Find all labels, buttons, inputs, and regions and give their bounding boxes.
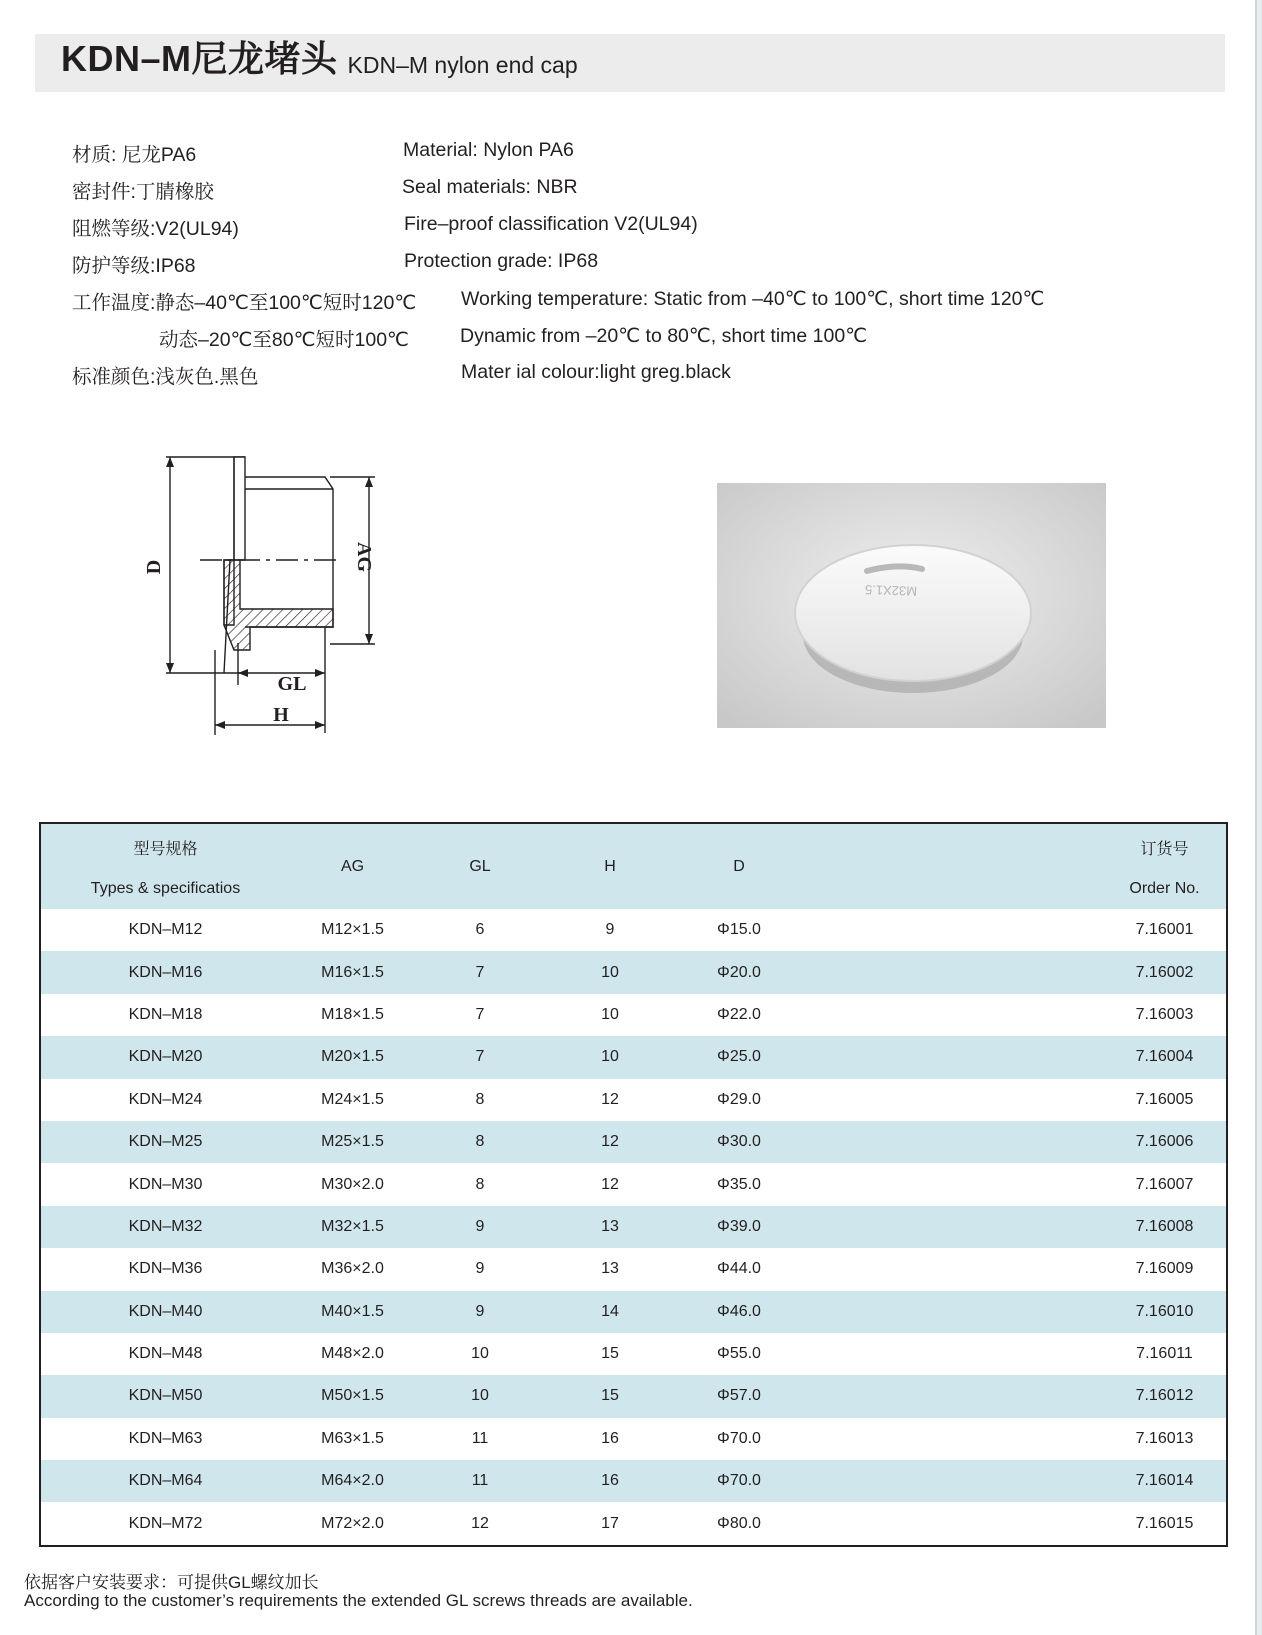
spec-material-en: Material: Nylon PA6 bbox=[403, 139, 574, 161]
title-chinese: KDN–M尼龙堵头 bbox=[61, 38, 338, 79]
cell-d: Φ39.0 bbox=[675, 1206, 803, 1248]
cell-h: 10 bbox=[545, 951, 675, 993]
cell-d: Φ46.0 bbox=[675, 1291, 803, 1333]
cell-order-no: 7.16002 bbox=[1103, 951, 1227, 993]
table-row bbox=[40, 1079, 1227, 1121]
cell-gl: 8 bbox=[475, 1175, 485, 1193]
cell-order-no: 7.16009 bbox=[1135, 1260, 1194, 1278]
cell-d: Φ55.0 bbox=[717, 1345, 761, 1363]
cell-spacer bbox=[803, 1206, 1103, 1248]
header-order-en: Order No. bbox=[1129, 879, 1200, 897]
cell-h: 16 bbox=[545, 1460, 675, 1502]
header-gl: GL bbox=[415, 823, 545, 909]
cell-type: KDN–M72 bbox=[128, 1514, 203, 1532]
cell-order-no: 7.16012 bbox=[1103, 1375, 1227, 1417]
cell-d: Φ70.0 bbox=[675, 1460, 803, 1502]
cell-order-no: 7.16003 bbox=[1135, 1005, 1194, 1023]
spec-material-cn: 材质: 尼龙PA6 bbox=[72, 144, 197, 166]
cell-gl: 10 bbox=[471, 1345, 489, 1363]
cell-h: 14 bbox=[545, 1291, 675, 1333]
section-hatching bbox=[224, 560, 333, 650]
cell-h: 12 bbox=[601, 1175, 619, 1193]
spec-protection-en: Protection grade: IP68 bbox=[404, 250, 599, 272]
specifications-table bbox=[39, 822, 1228, 1547]
header-order bbox=[1103, 823, 1227, 909]
cell-type: KDN–M64 bbox=[40, 1460, 290, 1502]
table-row bbox=[40, 1036, 1227, 1078]
cell-gl: 8 bbox=[475, 1090, 485, 1108]
cell-spacer bbox=[803, 909, 1103, 951]
table-row bbox=[40, 1502, 1227, 1545]
cell-gl: 7 bbox=[415, 1036, 545, 1078]
cell-spacer bbox=[803, 1460, 1103, 1502]
cell-gl: 12 bbox=[471, 1514, 489, 1532]
cell-d: Φ29.0 bbox=[717, 1090, 761, 1108]
cell-type: KDN–M30 bbox=[128, 1175, 203, 1193]
cell-d: Φ15.0 bbox=[717, 921, 761, 939]
table-row bbox=[40, 994, 1227, 1036]
cell-order-no: 7.16007 bbox=[1135, 1175, 1194, 1193]
table-row bbox=[40, 1460, 1227, 1502]
cell-order-no: 7.16008 bbox=[1103, 1206, 1227, 1248]
cell-gl: 7 bbox=[475, 1005, 485, 1023]
cell-order-no: 7.16015 bbox=[1135, 1514, 1194, 1532]
cell-gl: 8 bbox=[415, 1121, 545, 1163]
cell-type: KDN–M48 bbox=[128, 1345, 203, 1363]
cell-type: KDN–M24 bbox=[128, 1090, 203, 1108]
cell-h: 12 bbox=[545, 1121, 675, 1163]
cell-order-no: 7.16006 bbox=[1103, 1121, 1227, 1163]
spec-protection-cn: 防护等级:IP68 bbox=[72, 255, 196, 277]
cell-spacer bbox=[803, 1248, 1103, 1290]
header-h: H bbox=[545, 823, 675, 909]
cell-ag: M30×2.0 bbox=[321, 1175, 384, 1193]
page-edge-rule bbox=[1255, 0, 1262, 1635]
cell-d: Φ30.0 bbox=[675, 1121, 803, 1163]
cell-ag: M72×2.0 bbox=[321, 1514, 384, 1532]
cell-gl: 9 bbox=[475, 1260, 485, 1278]
cell-spacer bbox=[803, 1163, 1103, 1205]
technical-drawing bbox=[140, 445, 410, 755]
cell-h: 12 bbox=[601, 1090, 619, 1108]
title-bar bbox=[35, 34, 1225, 92]
footnote-en: According to the customer’s requirements the extended GL screws threads are available. bbox=[24, 1591, 693, 1610]
cell-spacer bbox=[803, 1291, 1103, 1333]
cell-d: Φ35.0 bbox=[717, 1175, 761, 1193]
cell-type: KDN–M20 bbox=[40, 1036, 290, 1078]
header-d: D bbox=[675, 823, 803, 909]
header-type-cn: 型号规格 bbox=[133, 840, 198, 858]
cell-spacer bbox=[803, 951, 1103, 993]
cell-h: 9 bbox=[605, 921, 615, 939]
cell-h: 13 bbox=[601, 1260, 619, 1278]
cell-gl: 7 bbox=[415, 951, 545, 993]
cell-h: 10 bbox=[601, 1005, 619, 1023]
table-row bbox=[40, 1121, 1227, 1163]
cell-order-no: 7.16005 bbox=[1135, 1090, 1194, 1108]
cell-order-no: 7.16001 bbox=[1135, 921, 1194, 939]
spec-temp-dynamic-cn: 动态–20℃至80℃短时100℃ bbox=[159, 329, 409, 351]
header-type-en: Types & specificatios bbox=[90, 879, 241, 897]
cell-h: 17 bbox=[601, 1514, 619, 1532]
table-row bbox=[40, 909, 1227, 951]
cell-gl: 10 bbox=[415, 1375, 545, 1417]
cell-order-no: 7.16010 bbox=[1103, 1291, 1227, 1333]
cell-ag: M50×1.5 bbox=[290, 1375, 415, 1417]
cell-spacer bbox=[803, 1079, 1103, 1121]
cell-type: KDN–M25 bbox=[40, 1121, 290, 1163]
table-header-row bbox=[40, 823, 1227, 909]
cell-type: KDN–M32 bbox=[40, 1206, 290, 1248]
cell-d: Φ44.0 bbox=[717, 1260, 761, 1278]
cell-spacer bbox=[803, 1375, 1103, 1417]
cell-h: 16 bbox=[601, 1429, 619, 1447]
cell-type: KDN–M40 bbox=[40, 1291, 290, 1333]
cell-ag: M20×1.5 bbox=[290, 1036, 415, 1078]
photo-marking: M32X1.5 bbox=[864, 582, 918, 599]
cell-ag: M48×2.0 bbox=[321, 1345, 384, 1363]
spec-temp-dynamic-en: Dynamic from –20℃ to 80℃, short time 100℃ bbox=[460, 325, 868, 347]
cell-h: 10 bbox=[545, 1036, 675, 1078]
cell-ag: M40×1.5 bbox=[290, 1291, 415, 1333]
label-d: D bbox=[143, 559, 165, 575]
cell-spacer bbox=[803, 1036, 1103, 1078]
cell-ag: M18×1.5 bbox=[321, 1005, 384, 1023]
table-row bbox=[40, 1333, 1227, 1375]
cell-ag: M16×1.5 bbox=[290, 951, 415, 993]
label-gl: GL bbox=[277, 673, 307, 695]
cell-order-no: 7.16013 bbox=[1135, 1429, 1194, 1447]
header-order-cn: 订货号 bbox=[1140, 840, 1189, 858]
spec-colour-en: Mater ial colour:light greg.black bbox=[461, 361, 731, 383]
table-row bbox=[40, 951, 1227, 993]
cell-ag: M64×2.0 bbox=[290, 1460, 415, 1502]
cell-ag: M12×1.5 bbox=[321, 921, 384, 939]
table-row bbox=[40, 1206, 1227, 1248]
header-spacer bbox=[803, 823, 1103, 909]
cell-h: 15 bbox=[601, 1345, 619, 1363]
cell-ag: M32×1.5 bbox=[290, 1206, 415, 1248]
cell-type: KDN–M16 bbox=[40, 951, 290, 993]
cell-spacer bbox=[803, 1418, 1103, 1460]
table-row bbox=[40, 1375, 1227, 1417]
cell-order-no: 7.16014 bbox=[1103, 1460, 1227, 1502]
header-type bbox=[40, 823, 290, 909]
spec-temp-static-en: Working temperature: Static from –40℃ to 100℃, short time 120℃ bbox=[461, 288, 1045, 310]
cell-spacer bbox=[803, 994, 1103, 1036]
footnote-cn: 依据客户安装要求：可提供GL螺纹加长 bbox=[24, 1573, 319, 1592]
table-row bbox=[40, 1291, 1227, 1333]
cell-spacer bbox=[803, 1121, 1103, 1163]
table-row bbox=[40, 1418, 1227, 1460]
title-english: KDN–M nylon end cap bbox=[347, 52, 578, 78]
table-row bbox=[40, 1163, 1227, 1205]
cell-gl: 11 bbox=[471, 1429, 489, 1447]
cell-ag: M25×1.5 bbox=[290, 1121, 415, 1163]
cell-order-no: 7.16011 bbox=[1136, 1345, 1193, 1363]
cell-d: Φ22.0 bbox=[717, 1005, 761, 1023]
cell-gl: 9 bbox=[415, 1291, 545, 1333]
spec-colour-cn: 标准颜色:浅灰色.黑色 bbox=[72, 366, 259, 388]
cell-type: KDN–M36 bbox=[128, 1260, 203, 1278]
cell-type: KDN–M18 bbox=[128, 1005, 203, 1023]
table-row bbox=[40, 1248, 1227, 1290]
spec-seal-en: Seal materials: NBR bbox=[402, 176, 578, 198]
cell-h: 13 bbox=[545, 1206, 675, 1248]
cell-gl: 6 bbox=[475, 921, 485, 939]
cell-ag: M24×1.5 bbox=[321, 1090, 384, 1108]
cell-d: Φ70.0 bbox=[717, 1429, 761, 1447]
cell-type: KDN–M50 bbox=[40, 1375, 290, 1417]
cell-d: Φ25.0 bbox=[675, 1036, 803, 1078]
header-ag: AG bbox=[290, 823, 415, 909]
cell-d: Φ57.0 bbox=[675, 1375, 803, 1417]
cell-type: KDN–M63 bbox=[128, 1429, 203, 1447]
cell-type: KDN–M12 bbox=[128, 921, 203, 939]
cell-gl: 9 bbox=[415, 1206, 545, 1248]
cell-d: Φ80.0 bbox=[717, 1514, 761, 1532]
cell-ag: M36×2.0 bbox=[321, 1260, 384, 1278]
cell-order-no: 7.16004 bbox=[1103, 1036, 1227, 1078]
label-ag: AG bbox=[353, 542, 375, 572]
product-photo bbox=[717, 483, 1106, 728]
spec-fireproof-cn: 阻燃等级:V2(UL94) bbox=[72, 218, 239, 240]
cell-gl: 11 bbox=[415, 1460, 545, 1502]
cell-d: Φ20.0 bbox=[675, 951, 803, 993]
spec-temp-static-cn: 工作温度:静态–40℃至100℃短时120℃ bbox=[72, 292, 417, 314]
spec-fireproof-en: Fire–proof classification V2(UL94) bbox=[404, 213, 698, 235]
cell-h: 15 bbox=[545, 1375, 675, 1417]
cell-ag: M63×1.5 bbox=[321, 1429, 384, 1447]
label-h: H bbox=[273, 704, 289, 726]
cell-spacer bbox=[803, 1333, 1103, 1375]
spec-seal-cn: 密封件:丁腈橡胶 bbox=[72, 181, 214, 203]
cell-spacer bbox=[803, 1502, 1103, 1545]
